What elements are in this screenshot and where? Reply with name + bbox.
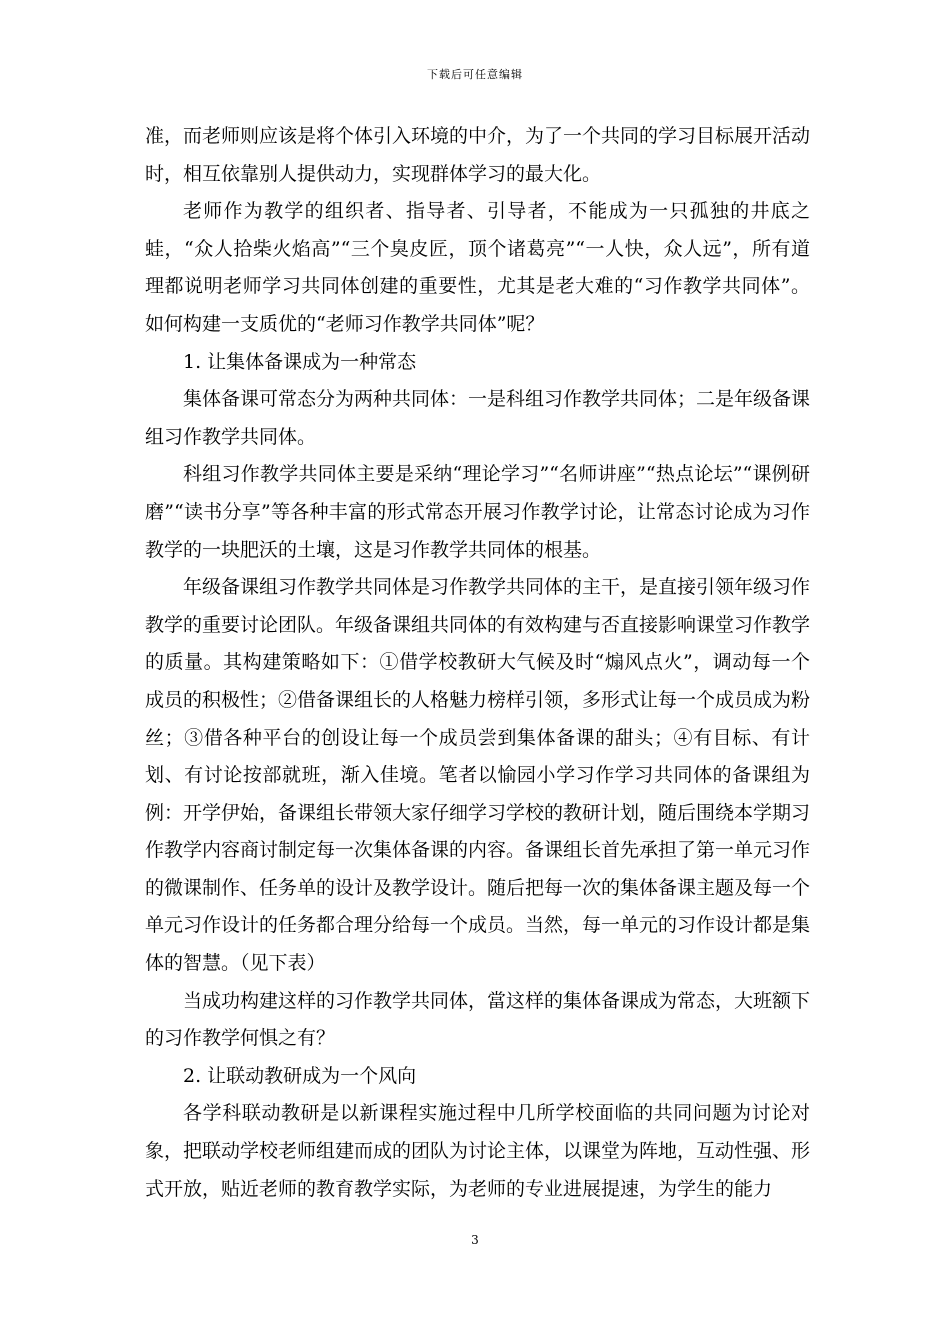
paragraph: 科组习作教学共同体主要是采纳“理论学习”“名师讲座”“热点论坛”“课例研磨”“读书分享”等各种丰富的形式常态开展习作教学讨论，让常态讨论成为习作教学的一块肥沃的土壤，这是习作教学共同体的根基。 [145,463,810,561]
paragraph: 各学科联动教研是以新课程实施过程中几所学校面临的共同问题为讨论对象，把联动学校老师组建而成的团队为讨论主体，以课堂为阵地，互动性强、形式开放，贴近老师的教育教学实际，为老师的专业进展提速，为学生的能力 [145,1102,811,1200]
page-header: 下载后可任意编辑 [427,68,523,81]
section-heading: 2. 让联动教研成为一个风向 [183,1064,417,1087]
paragraph-continuation: 准，而老师则应该是将个体引入环境的中介，为了一个共同的学习目标展开活动时，相互依靠别人提供动力，实现群体学习的最大化。 [145,125,811,185]
paragraph: 年级备课组习作教学共同体是习作教学共同体的主干，是直接引领年级习作教学的重要讨论团队。年级备课组共同体的有效构建与否直接影响课堂习作教学的质量。其构建策略如下：①借学校教研大气候及时“煽风点火”，调动每一个成员的积极性；②借备课组长的人格魅力榜样引领，多形式让每一个成员成为粉丝；③借各种平台的创设让每一个成员尝到集体备课的甜头；④有目标、有计划、有讨论按部就班，渐入佳境。笔者以愉园小学习作学习共同体的备课组为例：开学伊始，备课组长带领大家仔细学习学校的教研计划，随后围绕本学期习作教学内容商讨制定每一次集体备课的内容。备课组长首先承担了第一单元习作的微课制作、任务单的设计及教学设计。随后把每一次的集体备课主题及每一个单元习作设计的任务都合理分给每一个成员。当然，每一单元的习作设计都是集体的智慧。（见下表） [145,576,811,975]
body-text [145,118,810,1208]
section-heading: 1. 让集体备课成为一种常态 [183,350,417,373]
page-number: 3 [471,1233,479,1247]
paragraph: 集体备课可常态分为两种共同体：一是科组习作教学共同体；二是年级备课组习作教学共同体。 [145,388,811,448]
paragraph: 老师作为教学的组织者、指导者、引导者，不能成为一只孤独的井底之蛙，“众人拾柴火焰高”“三个臭皮匠，顶个诸葛亮”“一人快，众人远”，所有道理都说明老师学习共同体创建的重要性，尤其是老大难的“习作教学共同体”。如何构建一支质优的“老师习作教学共同体”呢？ [145,200,810,335]
paragraph: 当成功构建这样的习作教学共同体，當这样的集体备课成为常态，大班额下的习作教学何惧之有？ [145,989,811,1050]
